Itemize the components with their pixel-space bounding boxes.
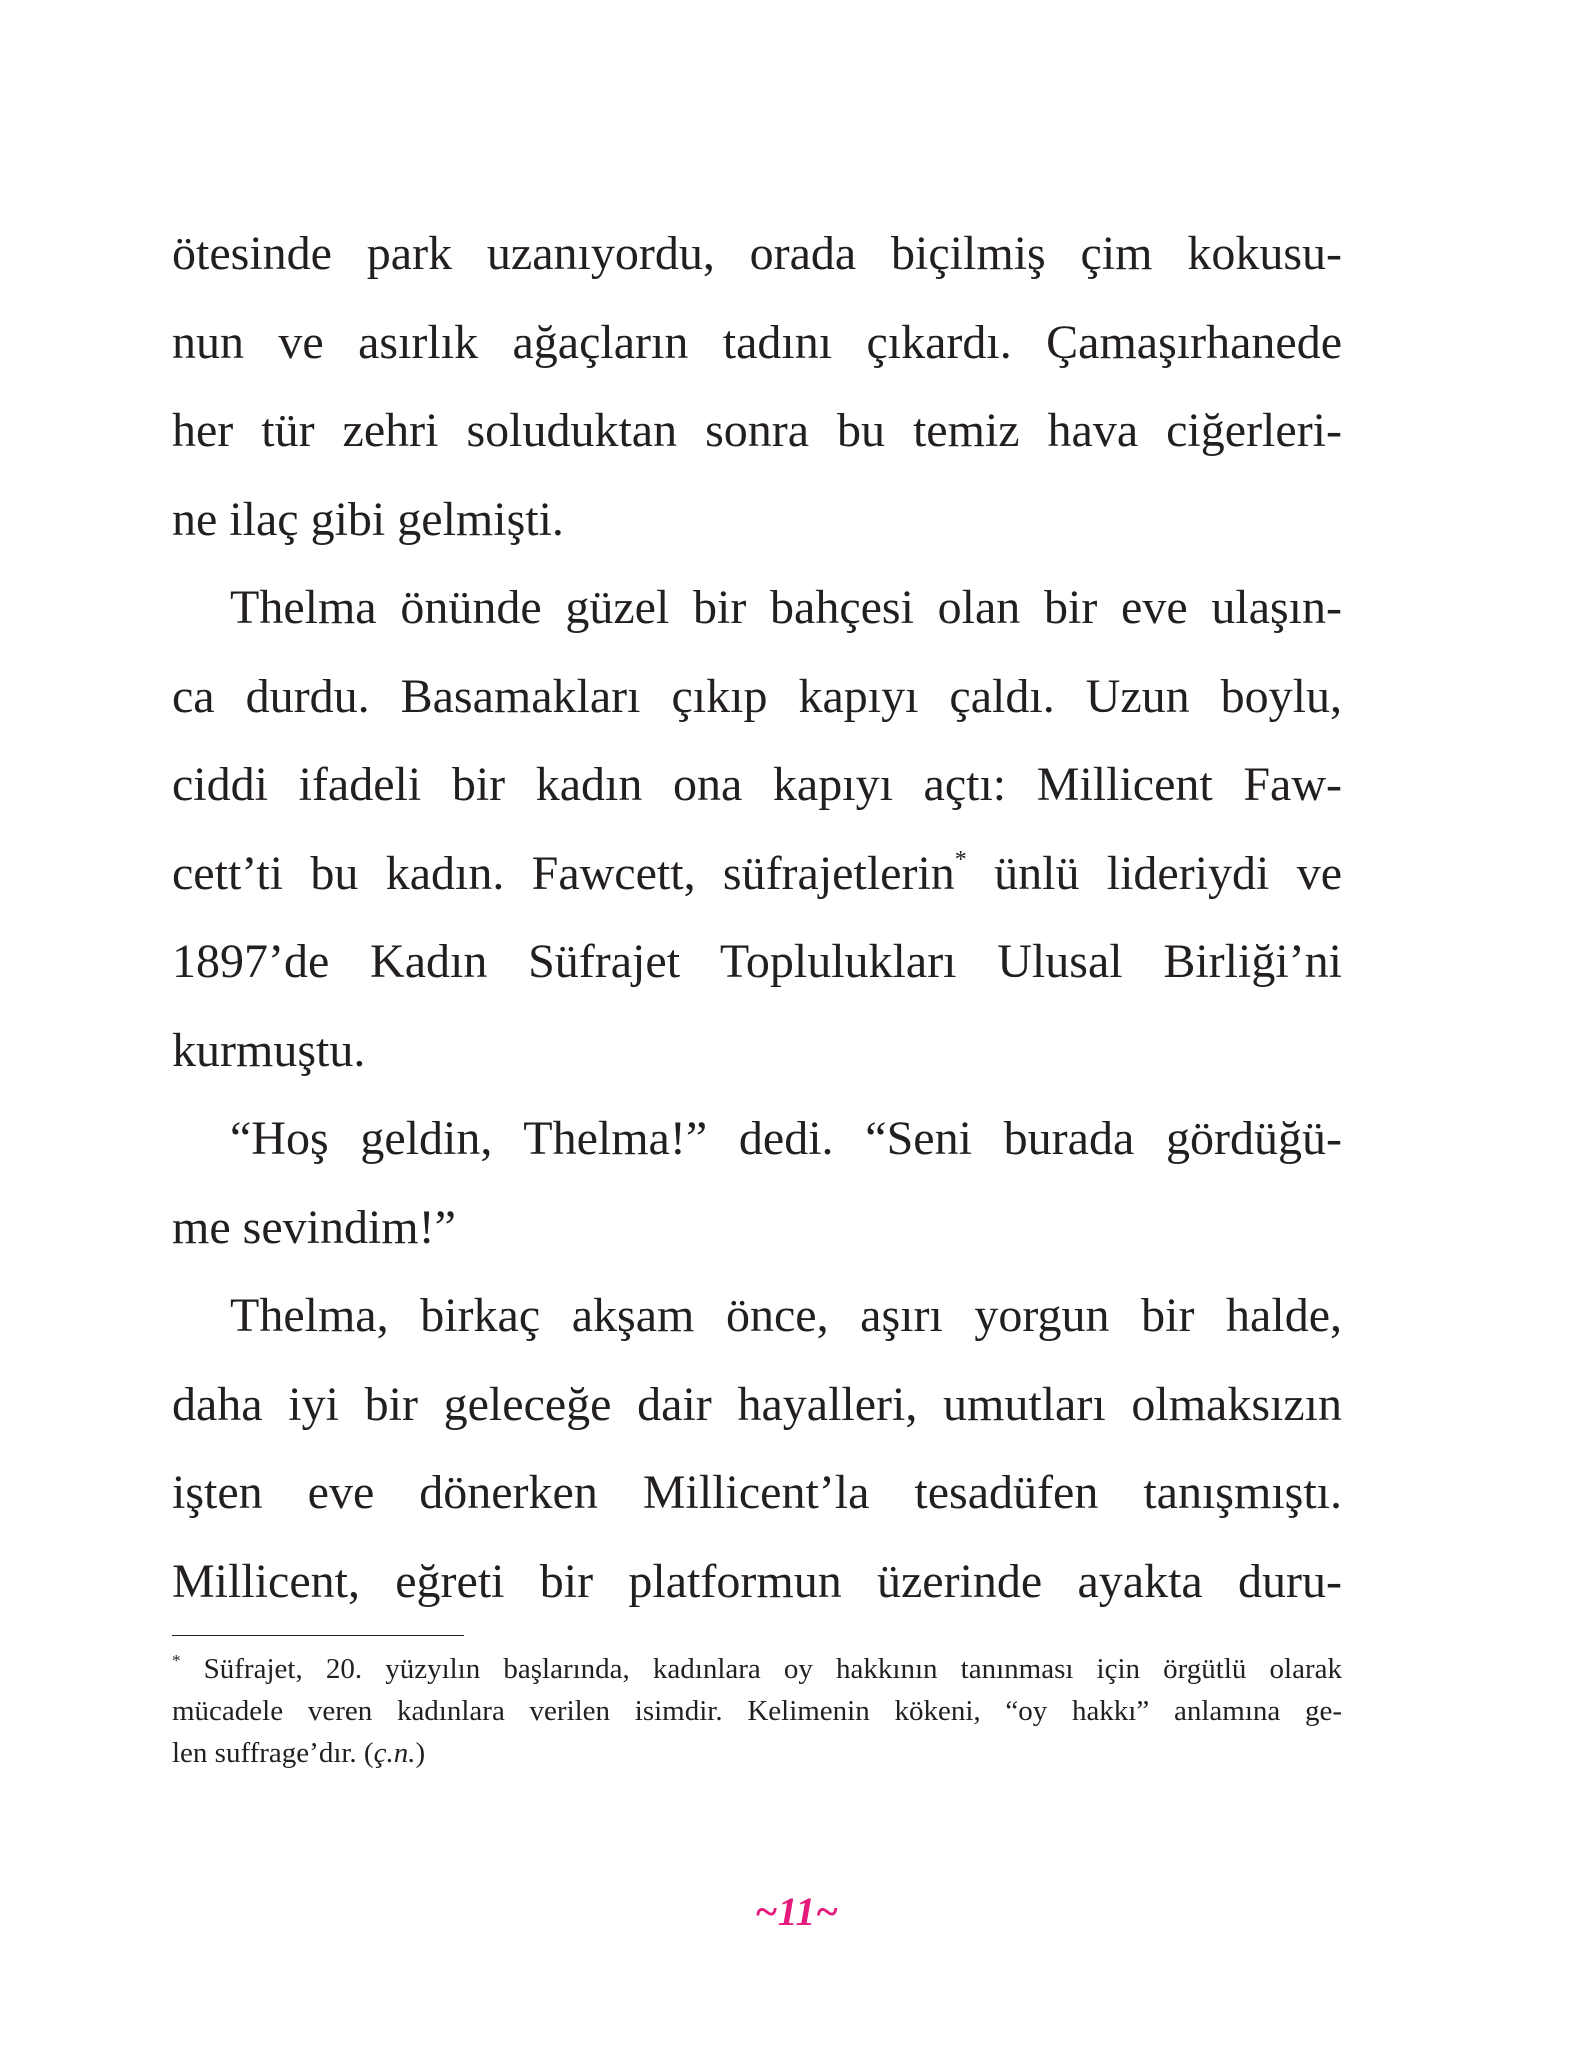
text-line: ne ilaç gibi gelmişti. bbox=[172, 492, 564, 546]
text-line: Millicent, eğreti bir platformun üzerinde ayakta duru- bbox=[172, 1554, 1342, 1608]
footnote-reference: * bbox=[954, 846, 967, 873]
text-line: nun ve asırlık ağaçların tadını çıkardı. Çamaşırhanede bbox=[172, 315, 1342, 369]
text-line: kurmuştu. bbox=[172, 1023, 366, 1077]
text-line: ciddi ifadeli bir kadın ona kapıyı açtı: Millicent Faw- bbox=[172, 758, 1342, 811]
text-line: Thelma önünde güzel bir bahçesi olan bir eve ulaşın- bbox=[230, 581, 1342, 634]
text-segment: ünlü lideriydi ve bbox=[994, 846, 1343, 900]
footnote-text: len suffrage’dır. ( bbox=[172, 1737, 374, 1769]
text-line: daha iyi bir geleceğe dair hayalleri, umutları olmaksızın bbox=[172, 1377, 1342, 1431]
footnote-line bbox=[172, 1732, 1342, 1774]
text-line: 1897’de Kadın Süfrajet Toplulukları Ulusal Birliği’ni bbox=[172, 935, 1342, 988]
footnote-text: ) bbox=[415, 1737, 426, 1769]
translator-note: ç.n. bbox=[373, 1737, 416, 1769]
text-segment: cett’ti bu kadın. Fawcett, süfrajetlerin bbox=[172, 846, 955, 900]
body-text bbox=[172, 210, 1342, 1626]
footnote-line: mücadele veren kadınlara verilen isimdir. Kelimenin kökeni, “oy hakkı” anlamına ge- bbox=[172, 1695, 1342, 1727]
footnote bbox=[172, 1648, 1342, 1774]
text-line: “Hoş geldin, Thelma!” dedi. “Seni burada gördüğü- bbox=[230, 1112, 1342, 1165]
page-number: ~11~ bbox=[754, 1889, 839, 1934]
footnote-marker: * bbox=[172, 1651, 181, 1670]
footnote-text: Süfrajet, 20. yüzyılın başlarında, kadınlara oy hakkının tanınması için örgütlü olarak bbox=[203, 1653, 1343, 1685]
text-line: ca durdu. Basamakları çıkıp kapıyı çaldı. Uzun boylu, bbox=[172, 669, 1342, 723]
footnote-divider bbox=[172, 1635, 464, 1636]
text-line-with-footnote bbox=[172, 830, 1342, 919]
text-line: Thelma, birkaç akşam önce, aşırı yorgun bir halde, bbox=[230, 1289, 1342, 1342]
text-line: ötesinde park uzanıyordu, orada biçilmiş çim kokusu- bbox=[172, 227, 1342, 280]
text-line: me sevindim!” bbox=[172, 1200, 456, 1254]
text-line: işten eve dönerken Millicent’la tesadüfen tanışmıştı. bbox=[172, 1466, 1342, 1519]
footnote-line bbox=[172, 1648, 1342, 1690]
text-line: her tür zehri soluduktan sonra bu temiz hava ciğerleri- bbox=[172, 404, 1342, 457]
